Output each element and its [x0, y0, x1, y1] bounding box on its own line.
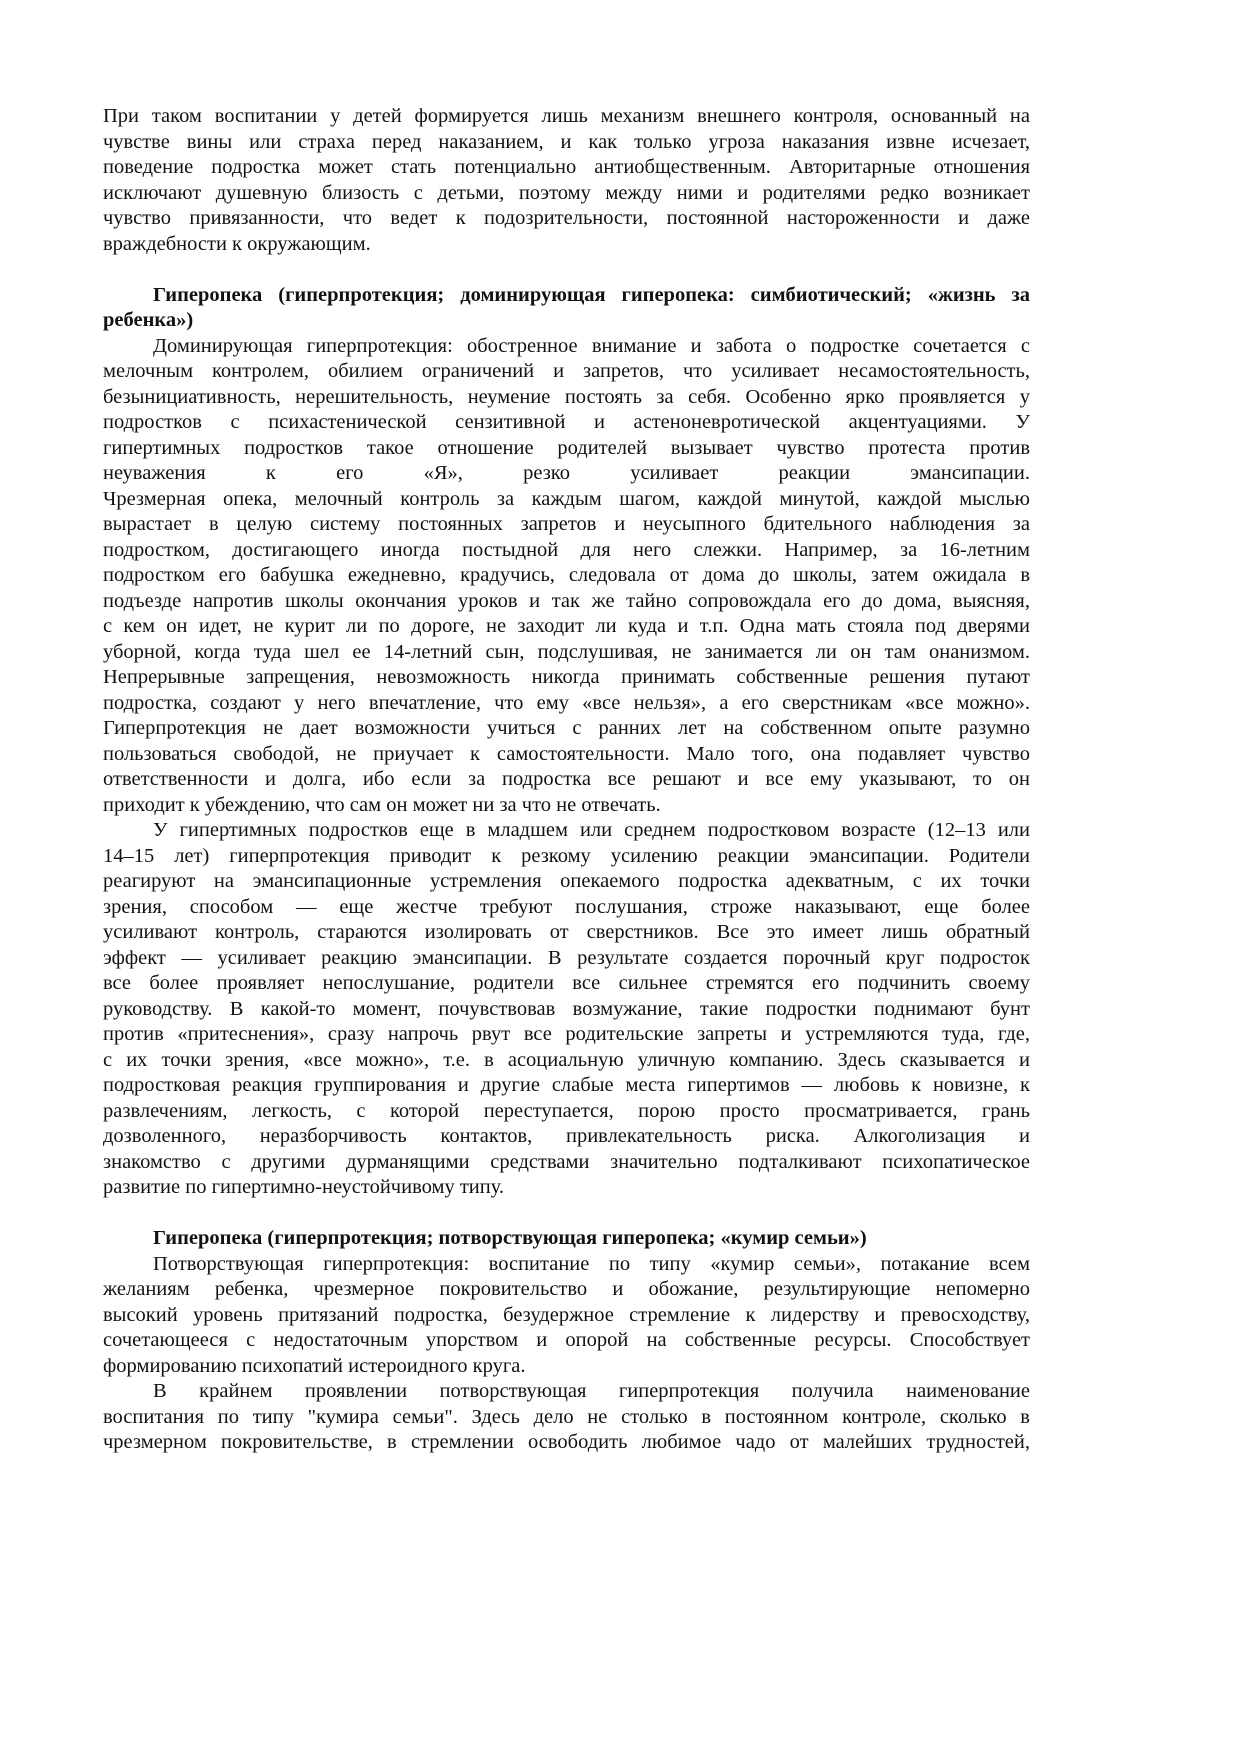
text-line: против «притеснения», сразу напрочь рвут все родительские запреты и устремляются туда, где,	[103, 1023, 1030, 1045]
document-page	[103, 104, 1030, 1456]
text-line: формированию психопатий истероидного круга.	[103, 1354, 526, 1377]
text-line: руководству. В какой-то момент, почувствовав возмужание, такие подростки поднимают бунт	[103, 997, 1030, 1020]
text-line: чувстве вины или страха перед наказанием, и как только угроза наказания извне исчезает,	[103, 130, 1030, 153]
text-line: ребенка»)	[103, 309, 194, 331]
text-line: приходит к убеждению, что сам он может ни за что не отвечать.	[103, 793, 661, 816]
text-line: Гиперпротекция не дает возможности учиться с ранних лет на собственном опыте разумно	[103, 717, 1030, 739]
text-line: подростка, создают у него впечатление, что ему «все нельзя», а его сверстникам «все можно».	[103, 691, 1030, 714]
text-line: чрезмерном покровительстве, в стремлении освободить любимое чадо от малейших трудностей,	[103, 1431, 1030, 1453]
section-heading	[103, 1226, 1030, 1252]
text-line: безынициативность, нерешительность, неумение постоять за себя. Особенно ярко проявляется у	[103, 385, 1030, 408]
paragraph	[103, 1379, 1030, 1456]
text-line: знакомство с другими дурманящими средствами значительно подталкивают психопатическое	[103, 1150, 1030, 1173]
text-line: с кем он идет, не курит ли по дороге, не заходит ли куда и т.п. Одна мать стояла под дверями	[103, 615, 1030, 637]
text-line: Гиперопека (гиперпротекция; потворствующая гиперопека; «кумир семьи»)	[153, 1227, 867, 1249]
text-line: У гипертимных подростков еще в младшем или среднем подростковом возрасте (12–13 или	[153, 819, 1030, 841]
text-line: неуважения к его «Я», резко усиливает реакции эмансипации.	[103, 462, 1030, 484]
text-line: Непрерывные запрещения, невозможность никогда принимать собственные решения путают	[103, 666, 1030, 688]
text-line: подростком его бабушка ежедневно, крадучись, следовала от дома до школы, затем ожидала в	[103, 564, 1030, 586]
blank-line	[103, 1201, 1030, 1227]
section-heading	[103, 283, 1030, 334]
text-line: враждебности к окружающим.	[103, 232, 371, 255]
text-line: В крайнем проявлении потворствующая гиперпротекция получила наименование	[153, 1380, 1030, 1402]
text-line: ответственности и долга, ибо если за подростка все решают и все ему указывают, то он	[103, 768, 1030, 790]
text-line: подростковая реакция группирования и другие слабые места гипертимов — любовь к новизне, к	[103, 1074, 1030, 1096]
text-line: поведение подростка может стать потенциально антиобщественным. Авторитарные отношения	[103, 156, 1030, 178]
paragraph	[103, 1252, 1030, 1380]
text-line: подростков с психастенической сензитивной и астеноневротической акцентуациями. У	[103, 411, 1030, 433]
text-line: высокий уровень притязаний подростка, безудержное стремление к лидерству и превосходству,	[103, 1303, 1030, 1326]
text-line: желаниям ребенка, чрезмерное покровительство и обожание, результирующие непомерно	[103, 1278, 1030, 1300]
paragraph	[103, 104, 1030, 257]
text-line: При таком воспитании у детей формируется лишь механизм внешнего контроля, основанный на	[103, 105, 1030, 127]
text-line: воспитания по типу "кумира семьи". Здесь дело не столько в постоянном контроле, сколько в	[103, 1405, 1030, 1428]
text-line: зрения, способом — еще жестче требуют послушания, строже наказывают, еще более	[103, 895, 1030, 918]
text-line: Доминирующая гиперпротекция: обостренное внимание и забота о подростке сочетается с	[153, 334, 1030, 357]
text-line: дозволенного, неразборчивость контактов, привлекательность риска. Алкоголизация и	[103, 1125, 1030, 1147]
text-line: сочетающееся с недостаточным упорством и опорой на собственные ресурсы. Способствует	[103, 1329, 1030, 1351]
text-line: все более проявляет непослушание, родители все сильнее стремятся его подчинить своему	[103, 972, 1030, 994]
text-line: развитие по гипертимно-неустойчивому типу.	[103, 1176, 505, 1198]
text-line: 14–15 лет) гиперпротекция приводит к резкому усилению реакции эмансипации. Родители	[103, 844, 1030, 867]
text-line: мелочным контролем, обилием ограничений и запретов, что усиливает несамостоятельность,	[103, 360, 1030, 382]
blank-line	[103, 257, 1030, 283]
text-line: развлечениям, легкость, с которой переступается, порою просто просматривается, грань	[103, 1099, 1030, 1122]
text-line: вырастает в целую систему постоянных запретов и неусыпного бдительного наблюдения за	[103, 513, 1030, 535]
text-line: реагируют на эмансипационные устремления опекаемого подростка адекватным, с их точки	[103, 870, 1030, 892]
text-line: Потворствующая гиперпротекция: воспитание по типу «кумир семьи», потакание всем	[153, 1252, 1030, 1275]
text-line: эффект — усиливает реакцию эмансипации. В результате создается порочный круг подросток	[103, 946, 1030, 969]
text-line: с их точки зрения, «все можно», т.е. в асоциальную уличную компанию. Здесь сказывается и	[103, 1048, 1030, 1071]
text-line: Чрезмерная опека, мелочный контроль за каждым шагом, каждой минутой, каждой мыслью	[103, 487, 1030, 510]
text-line: исключают душевную близость с детьми, поэтому между ними и родителями редко возникает	[103, 181, 1030, 204]
text-line: Гиперопека (гиперпротекция; доминирующая гиперопека: симбиотический; «жизнь за	[153, 283, 1030, 306]
text-line: уборной, когда туда шел ее 14-летний сын, подслушивая, не занимается ли он там онанизмом.	[103, 640, 1030, 663]
text-line: гипертимных подростков такое отношение родителей вызывает чувство протеста против	[103, 436, 1030, 459]
text-line: подростком, достигающего иногда постыдной для него слежки. Например, за 16-летним	[103, 538, 1030, 561]
text-line: усиливают контроль, стараются изолировать от сверстников. Все это имеет лишь обратный	[103, 921, 1030, 943]
text-line: пользоваться свободой, не приучает к самостоятельности. Мало того, она подавляет чувство	[103, 742, 1030, 765]
paragraph	[103, 818, 1030, 1201]
text-line: подъезде напротив школы окончания уроков и так же тайно сопровождала его до дома, выясняя,	[103, 589, 1030, 612]
text-line: чувство привязанности, что ведет к подозрительности, постоянной настороженности и даже	[103, 207, 1030, 229]
paragraph	[103, 334, 1030, 819]
